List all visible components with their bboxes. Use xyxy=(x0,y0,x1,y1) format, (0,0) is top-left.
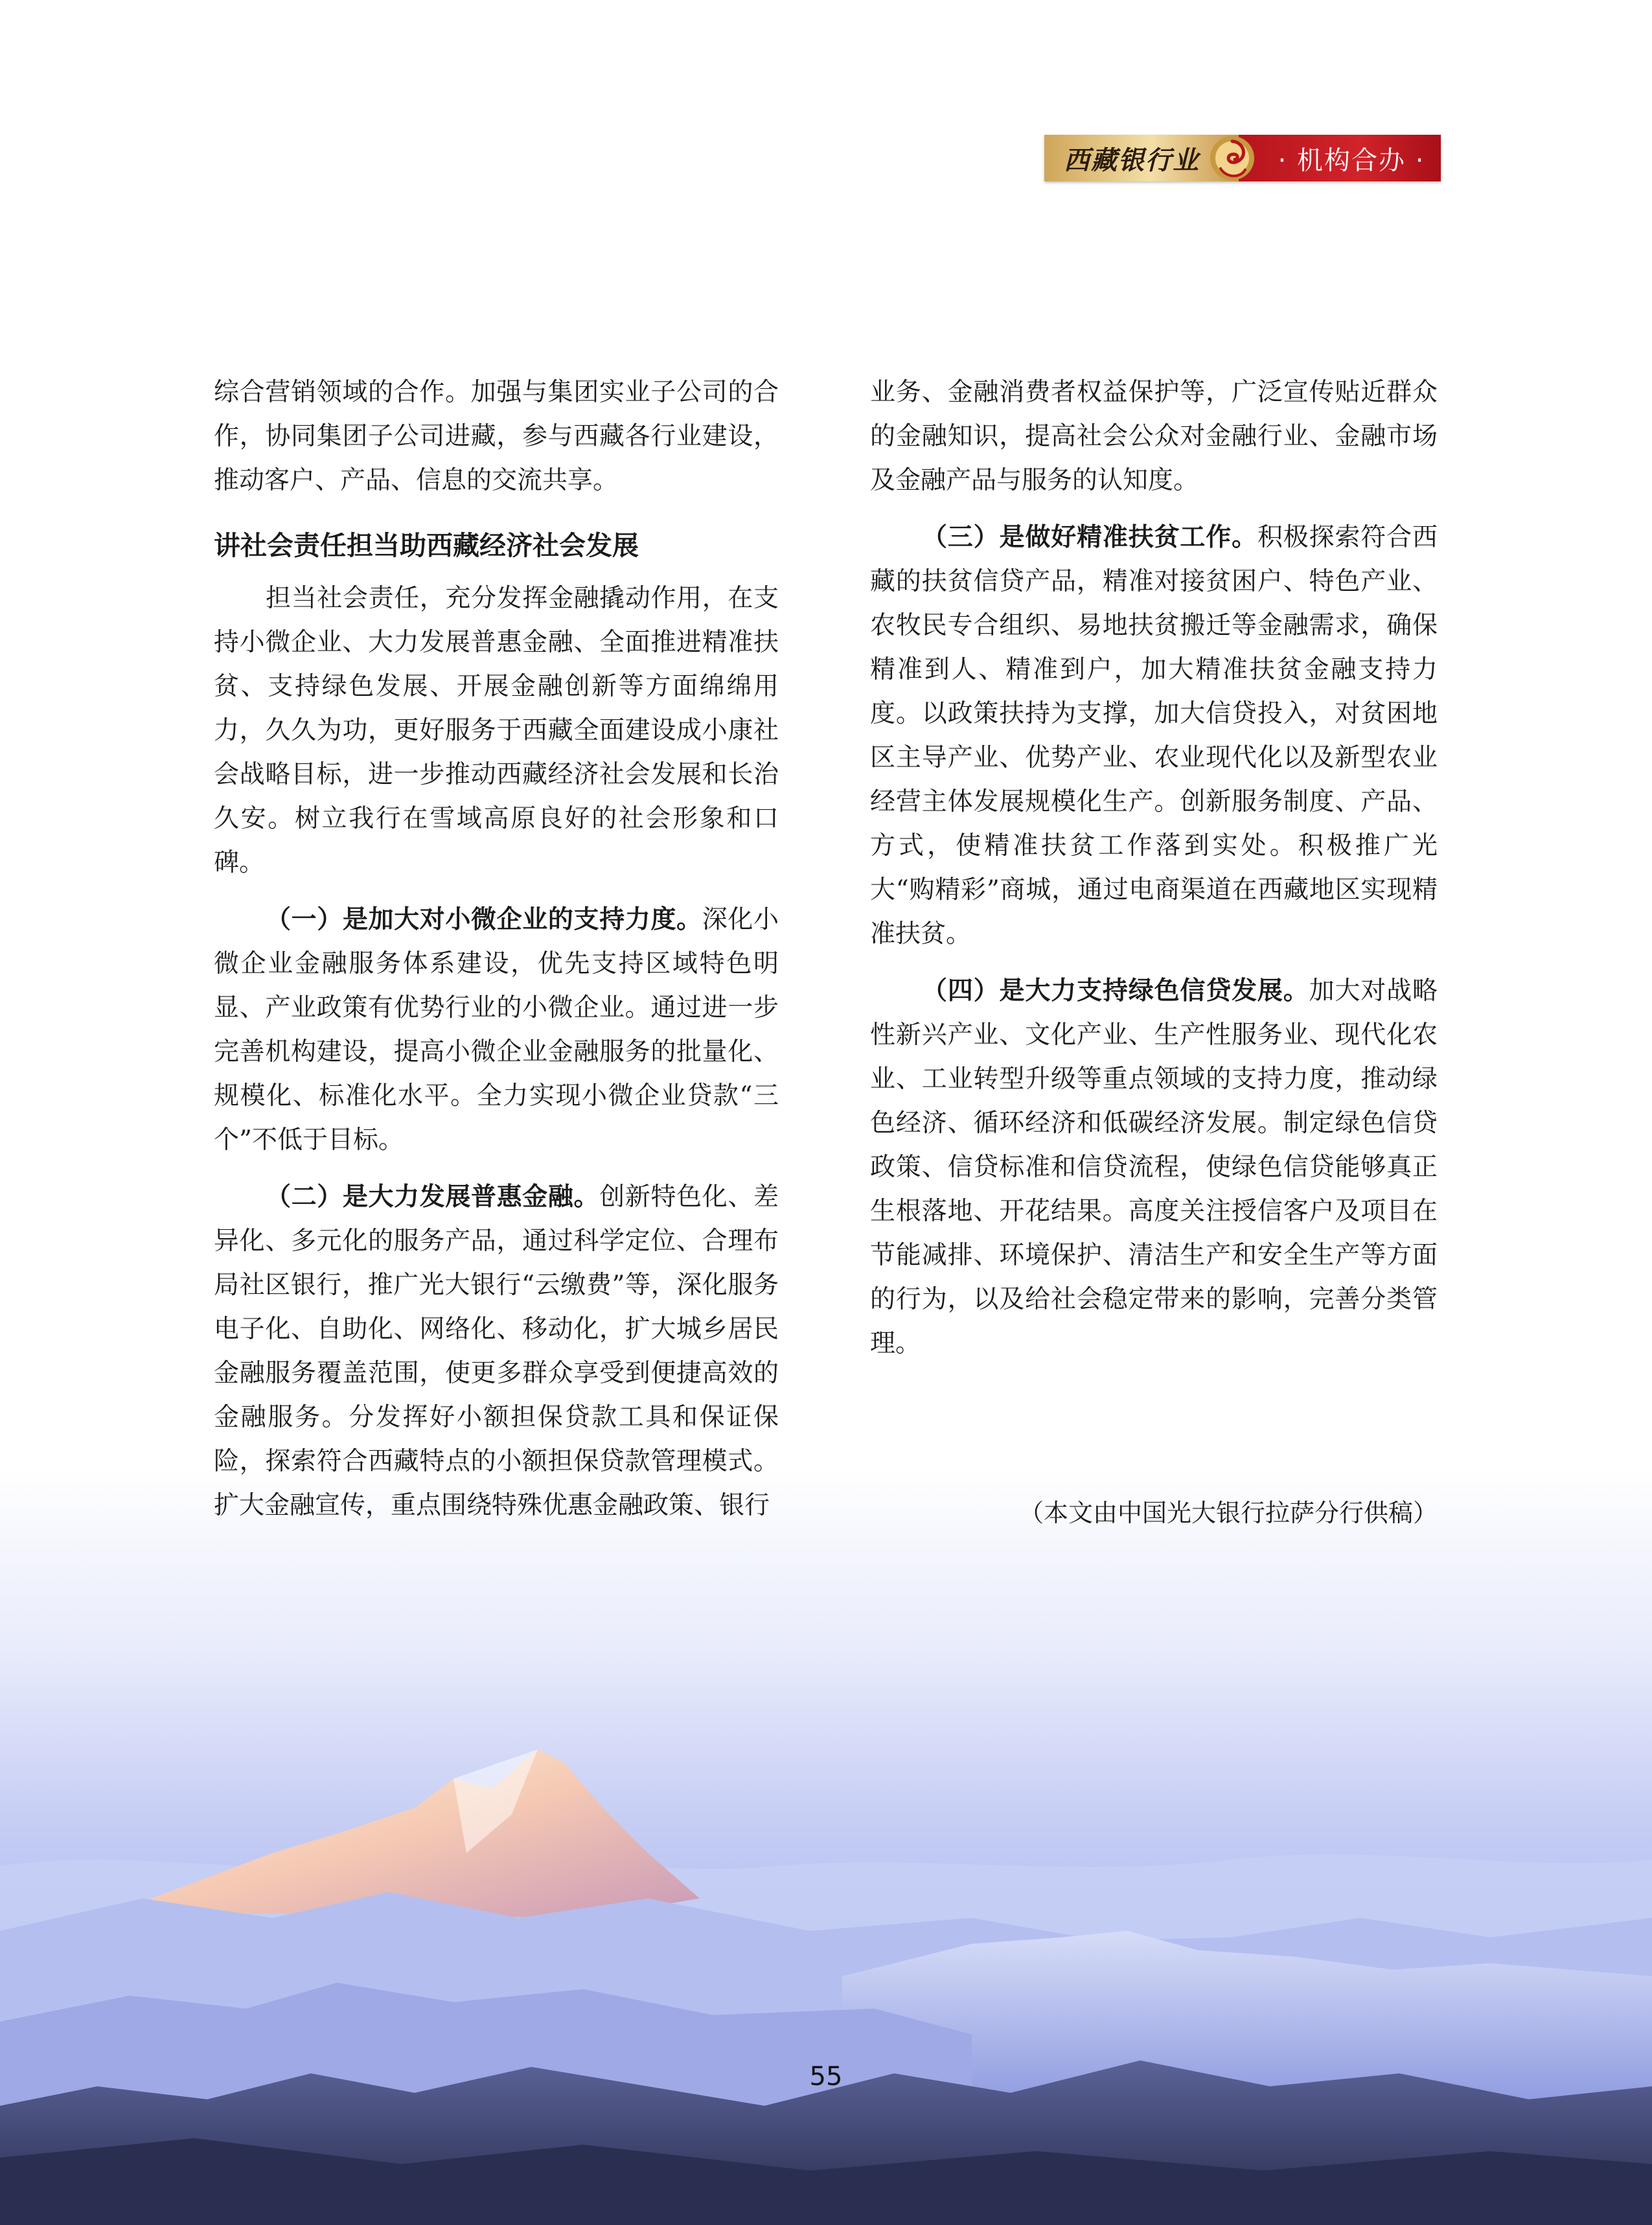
section-label: · 机构合办 · xyxy=(1278,145,1425,176)
item-4-text: 加大对战略性新兴产业、文化产业、生产性服务业、现代化农业、工业转型升级等重点领域的支持力度，推动绿色经济、循环经济和低碳经济发展。制定绿色信贷政策、信贷标准和信贷流程，使绿色信贷能够真正生根落地、开花结果。高度关注授信客户及项目在节能减排、环境保护、清洁生产和安全生产等方面的行为，以及给社会稳定带来的影响，完善分类管理。 xyxy=(870,976,1438,1358)
header-badge xyxy=(1044,135,1441,181)
section-heading: 讲社会责任担当助西藏经济社会发展 xyxy=(214,530,639,561)
item-2-text: 创新特色化、差异化、多元化的服务产品，通过科学定位、合理布局社区银行，推广光大银行“云缴费”等，深化服务电子化、自助化、网络化、移动化，扩大城乡居民金融服务覆盖范围，使更多群众享受到便捷高效的金融服务。分发挥好小额担保贷款工具和保证保险，探索符合西藏特点的小额担保贷款管理模式。扩大金融宣传，重点围绕特殊优惠金融政策、银行 xyxy=(214,1182,779,1520)
article-credit: （本文由中国光大银行拉萨分行供稿） xyxy=(1018,1499,1438,1527)
paragraph-item-2 xyxy=(214,1175,779,1528)
item-2-lead: （二）是大力发展普惠金融。 xyxy=(266,1182,600,1212)
badge-brand-panel xyxy=(1044,135,1239,181)
swirl-emblem-icon xyxy=(1206,126,1258,190)
paragraph-item-3 xyxy=(870,516,1438,956)
right-column xyxy=(870,371,1438,1366)
paragraph-item-1 xyxy=(214,898,779,1162)
brand-title: 西藏银行业 xyxy=(1064,144,1200,176)
item-1-lead: （一）是加大对小微企业的支持力度。 xyxy=(266,905,702,934)
item-1-text: 深化小微企业金融服务体系建设，优先支持区域特色明显、产业政策有优势行业的小微企业。通过进一步完善机构建设，提高小微企业金融服务的批量化、规模化、标准化水平。全力实现小微企业贷款“三个”不低于目标。 xyxy=(214,905,779,1155)
item-4-lead: （四）是大力支持绿色信贷发展。 xyxy=(922,976,1309,1006)
item-3-text: 积极探索符合西藏的扶贫信贷产品，精准对接贫困户、特色产业、农牧民专合组织、易地扶贫搬迁等金融需求，确保精准到人、精准到户，加大精准扶贫金融支持力度。以政策扶持为支撑，加大信贷投入，对贫困地区主导产业、优势产业、农业现代化以及新型农业经营主体发展规模化生产。创新服务制度、产品、方式，使精准扶贫工作落到实处。积极推广光大“购精彩”商城，通过电商渠道在西藏地区实现精准扶贫。 xyxy=(870,523,1438,949)
paragraph-intro: 综合营销领域的合作。加强与集团实业子公司的合作，协同集团子公司进藏，参与西藏各行业建设，推动客户、产品、信息的交流共享。 xyxy=(214,378,779,495)
paragraph-item-4 xyxy=(870,969,1438,1366)
paragraph-continued: 业务、金融消费者权益保护等，广泛宣传贴近群众的金融知识，提高社会公众对金融行业、金融市场及金融产品与服务的认知度。 xyxy=(870,378,1438,495)
item-3-lead: （三）是做好精准扶贫工作。 xyxy=(922,523,1257,552)
left-column xyxy=(214,371,779,1528)
paragraph-body: 担当社会责任，充分发挥金融撬动作用，在支持小微企业、大力发展普惠金融、全面推进精准扶贫、支持绿色发展、开展金融创新等方面绵绵用力，久久为功，更好服务于西藏全面建设成小康社会战略目标，进一步推动西藏经济社会发展和长治久安。树立我行在雪域高原良好的社会形象和口碑。 xyxy=(214,584,779,877)
badge-section-panel xyxy=(1239,135,1441,181)
page-number: 55 xyxy=(809,2062,843,2092)
